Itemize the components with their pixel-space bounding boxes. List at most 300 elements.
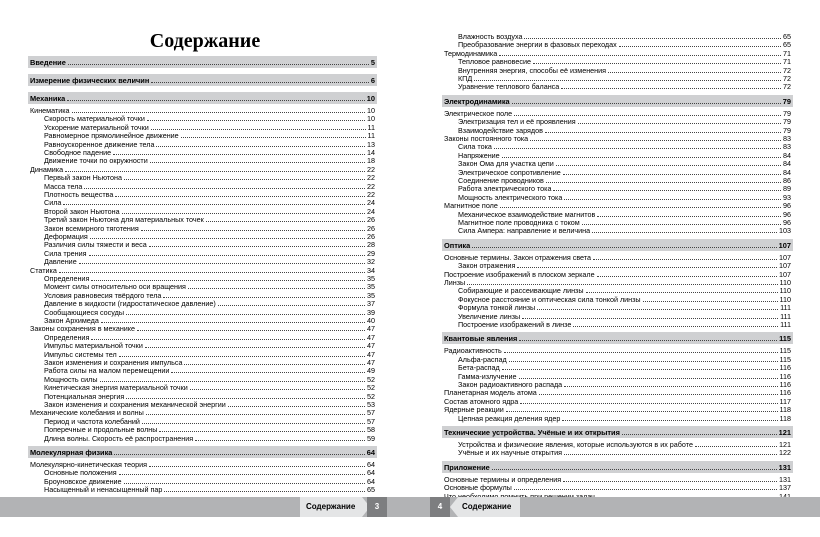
toc-entry-title: Магнитное поле проводника с током: [458, 218, 580, 227]
toc-entry-page: 14: [367, 148, 375, 157]
toc-entry-page: 117: [779, 396, 791, 406]
toc-entry-page: 47: [367, 349, 375, 359]
dot-leader: [608, 72, 781, 73]
toc-entry-title: Собирающие и рассеивающие линзы: [458, 286, 584, 296]
toc-entry-page: 52: [367, 391, 375, 401]
toc-entry-title: Электрическое сопротивление: [458, 167, 561, 177]
toc-entry-title: Влажность воздуха: [458, 32, 523, 41]
toc-entry-title: Основные термины и определения: [444, 474, 562, 484]
toc-entry-title: Гамма-излучение: [458, 371, 517, 381]
toc-entry-title: Первый закон Ньютона: [44, 173, 122, 183]
dot-leader: [89, 255, 365, 256]
dot-leader: [545, 132, 781, 133]
toc-entry-title: Импульс системы тел: [44, 349, 117, 359]
dot-leader: [188, 288, 365, 289]
toc-entry-page: 11: [367, 131, 375, 141]
toc-entry-page: 52: [367, 374, 375, 384]
dot-leader: [519, 340, 777, 341]
toc-entry-title: Закон Ома для участка цепи: [458, 159, 554, 169]
toc-entry[interactable]: [30, 94, 375, 103]
toc-entry-page: 32: [367, 257, 375, 267]
toc-entry-title: Мощность силы: [44, 374, 98, 384]
toc-entry-title: Третий закон Ньютона для материальных точек: [44, 215, 204, 225]
toc-entry-title: Закон радиоактивного распада: [458, 380, 563, 389]
dot-leader: [494, 148, 781, 149]
toc-entry-page: 107: [779, 269, 791, 279]
toc-entry-page: 83: [783, 142, 791, 152]
toc-entry[interactable]: [44, 485, 375, 494]
dot-leader: [695, 446, 777, 447]
dot-leader: [597, 276, 777, 277]
toc-entry-page: 131: [778, 462, 791, 472]
toc-entry-page: 18: [367, 156, 375, 166]
toc-entry[interactable]: [458, 226, 791, 235]
toc-entry-page: 79: [783, 117, 791, 127]
dot-leader: [573, 326, 778, 327]
toc-entry-title: Деформация: [44, 232, 88, 241]
toc-entry-page: 22: [367, 173, 375, 183]
dot-leader: [79, 263, 365, 264]
toc-entry-page: 72: [783, 82, 791, 92]
dot-leader: [546, 182, 781, 183]
toc-entry-page: 93: [783, 192, 791, 202]
toc-entry-page: 47: [367, 332, 375, 342]
toc-entry-title: Момент силы относительно оси вращения: [44, 282, 186, 292]
dot-leader: [597, 216, 781, 217]
toc-entry-title: Состав атомного ядра: [444, 396, 519, 406]
toc-entry-page: 115: [779, 346, 791, 356]
toc-entry-page: 111: [780, 311, 791, 321]
dot-leader: [499, 55, 781, 56]
dot-leader: [564, 454, 777, 455]
toc-entry-page: 96: [783, 209, 791, 219]
dot-leader: [502, 157, 781, 158]
toc-entry-page: 22: [367, 190, 375, 199]
toc-entry-title: Ускорение материальной точки: [44, 122, 149, 132]
toc-entry-title: Период и частота колебаний: [44, 416, 140, 426]
toc-entry-page: 79: [783, 108, 791, 118]
dot-leader: [539, 394, 778, 395]
page-title: Содержание: [149, 30, 261, 52]
dot-leader: [530, 140, 781, 141]
toc-entry-page: 40: [367, 316, 375, 325]
toc-entry[interactable]: [444, 334, 791, 343]
dot-leader: [506, 411, 778, 412]
toc-entry-title: Формула тонкой линзы: [458, 303, 536, 313]
toc-entry-title: Сила Ампера: направление и величина: [458, 226, 591, 236]
dot-leader: [84, 188, 365, 189]
toc-entry-page: 13: [367, 139, 375, 149]
toc-entry-title: Взаимодействие зарядов: [458, 125, 543, 135]
toc-entry-page: 10: [367, 114, 375, 124]
toc-entry-title: Броуновское движение: [44, 476, 122, 486]
toc-entry-page: 57: [367, 408, 375, 418]
toc-entry-page: 79: [782, 96, 791, 106]
dot-leader: [556, 165, 781, 166]
toc-entry-title: Ядерные реакции: [444, 405, 504, 415]
dot-leader: [474, 80, 781, 81]
toc-entry-title: Молекулярно-кинетическая теория: [30, 460, 148, 469]
toc-entry-page: 96: [783, 201, 791, 211]
toc-entry[interactable]: [30, 448, 375, 457]
dot-leader: [522, 318, 778, 319]
dot-leader: [514, 115, 781, 116]
dot-leader: [533, 63, 781, 64]
toc-entry-page: 115: [779, 354, 791, 364]
toc-entry-title: Основные формулы: [444, 483, 512, 493]
dot-leader: [593, 259, 777, 260]
dot-leader: [119, 356, 365, 357]
toc-entry-page: 6: [370, 76, 375, 85]
toc-entry-title: Механика: [30, 94, 66, 103]
dot-leader: [586, 292, 778, 293]
toc-entry-title: Введение: [30, 58, 66, 67]
toc-entry-title: Различия силы тяжести и веса: [44, 240, 147, 250]
toc-entry-title: Сила трения: [44, 248, 87, 258]
toc-entry-page: 47: [367, 341, 375, 351]
toc-entry-title: Закон всемирного тяготения: [44, 223, 139, 233]
toc-entry-title: Устройства и физические явления, которые используются в их работе: [458, 440, 693, 449]
toc-entry-page: 34: [367, 265, 375, 275]
toc-entry-title: Уравнение теплового баланса: [458, 82, 560, 92]
toc-entry-title: Движение точки по окружности: [44, 156, 148, 166]
dot-leader: [472, 247, 776, 248]
toc-entry-page: 65: [367, 485, 375, 495]
toc-entry-page: 111: [780, 303, 791, 313]
toc-entry-title: Закон изменения и сохранения механической энергии: [44, 400, 226, 409]
toc-entry-page: 115: [779, 334, 791, 344]
toc-entry-title: Потенциальная энергия: [44, 391, 125, 401]
toc-entry-page: 72: [783, 65, 791, 75]
toc-entry-page: 118: [779, 405, 791, 415]
toc-entry-page: 47: [367, 324, 375, 334]
toc-entry-page: 29: [367, 248, 375, 258]
toc-entry-page: 65: [783, 32, 791, 41]
dot-leader: [500, 207, 781, 208]
toc-entry-title: Мощность электрического тока: [458, 192, 563, 202]
toc-entry-title: Длина волны. Скорость её распространения: [44, 433, 194, 443]
dot-leader: [113, 154, 365, 155]
dot-leader: [146, 414, 365, 415]
toc-entry-title: Цепная реакция деления ядер: [458, 413, 561, 423]
toc-entry-page: 49: [367, 366, 375, 376]
dot-leader: [592, 232, 777, 233]
dot-leader: [63, 204, 365, 205]
toc-entry-title: Условия равновесия твёрдого тела: [44, 290, 162, 300]
toc-entry-page: 24: [367, 198, 375, 208]
dot-leader: [126, 314, 365, 315]
toc-entry-title: Закон Архимеда: [44, 316, 99, 325]
toc-entry[interactable]: [444, 241, 791, 250]
toc-entry-page: 37: [367, 299, 375, 309]
toc-entry-page: 64: [367, 460, 375, 469]
toc-entry-page: 26: [367, 215, 375, 225]
toc-entry-title: Работа силы на малом перемещении: [44, 366, 170, 376]
toc-entry-page: 64: [367, 476, 375, 486]
toc-entry-page: 96: [783, 218, 791, 227]
dot-leader: [67, 100, 365, 101]
toc-entry-page: 107: [778, 240, 791, 250]
toc-entry-page: 26: [367, 223, 375, 233]
page-number-left: 3: [367, 497, 387, 517]
toc-entry-title: Законы постоянного тока: [444, 134, 529, 143]
toc-entry-page: 79: [783, 125, 791, 135]
toc-entry-title: Свободное падение: [44, 148, 112, 157]
toc-entry[interactable]: [44, 434, 375, 443]
toc-entry-page: 24: [367, 206, 375, 216]
toc-entry-page: 122: [779, 448, 791, 458]
toc-entry-title: Измерение физических величин: [30, 76, 150, 85]
toc-entry-page: 107: [779, 261, 791, 271]
dot-leader: [147, 120, 365, 121]
toc-entry-title: Определения: [44, 332, 90, 342]
toc-entry-page: 26: [367, 232, 375, 241]
toc-entry-title: Кинематика: [30, 106, 70, 115]
toc-entry-title: Оптика: [444, 240, 471, 250]
toc-entry-title: Динамика: [30, 164, 64, 174]
toc-entry-title: Равноускоренное движение тела: [44, 139, 155, 149]
toc-entry-title: Плотность вещества: [44, 190, 114, 199]
toc-entry-title: Кинетическая энергия материальной точки: [44, 383, 188, 393]
toc-entry-title: Увеличение линзы: [458, 311, 521, 321]
toc-entry-title: Термодинамика: [444, 48, 498, 58]
toc-entry-page: 52: [367, 383, 375, 393]
toc-entry-title: Бета-распад: [458, 363, 500, 373]
dot-leader: [195, 440, 365, 441]
toc-entry-title: Основные термины. Закон отражения света: [444, 252, 592, 262]
toc-entry[interactable]: [30, 58, 375, 67]
toc-entry-page: 137: [779, 483, 791, 493]
toc-entry-page: 35: [367, 274, 375, 283]
dot-leader: [149, 466, 365, 467]
dot-leader: [101, 322, 365, 323]
toc-entry-page: 22: [367, 164, 375, 174]
toc-entry-title: Электрическое поле: [444, 108, 513, 118]
toc-entry[interactable]: [444, 428, 791, 437]
toc-entry-title: Давление: [44, 257, 77, 267]
dot-leader: [553, 190, 781, 191]
toc-entry-title: Электродинамика: [444, 96, 510, 106]
dot-leader: [171, 372, 365, 373]
dot-leader: [562, 420, 777, 421]
dot-leader: [206, 221, 365, 222]
toc-entry-title: Альфа-распад: [458, 354, 507, 364]
dot-leader: [561, 88, 781, 89]
dot-leader: [514, 489, 777, 490]
dot-leader: [190, 389, 365, 390]
toc-entry-page: 10: [367, 106, 375, 115]
toc-entry-page: 71: [783, 48, 791, 58]
toc-entry-title: Электризация тел и её проявления: [458, 117, 576, 127]
toc-entry-page: 10: [366, 94, 375, 103]
toc-entry-title: Построение изображений в плоском зеркале: [444, 269, 595, 279]
toc-entry-page: 72: [783, 74, 791, 83]
toc-entry-title: Механические колебания и волны: [30, 408, 144, 418]
dot-leader: [537, 309, 778, 310]
toc-entry-page: 116: [779, 380, 791, 389]
dot-leader: [72, 112, 365, 113]
dot-leader: [150, 162, 365, 163]
toc-entry-page: 84: [783, 150, 791, 160]
toc-entry-page: 131: [779, 474, 791, 484]
dot-leader: [114, 454, 364, 455]
dot-leader: [622, 434, 777, 435]
toc-entry-page: 84: [783, 167, 791, 177]
toc-entry[interactable]: [458, 414, 791, 423]
dot-leader: [504, 352, 778, 353]
toc-entry-title: Законы сохранения в механике: [30, 324, 136, 334]
toc-entry-title: Насыщенный и ненасыщенный пар: [44, 485, 163, 495]
toc-entry-page: 86: [783, 176, 791, 185]
dot-leader: [519, 378, 778, 379]
toc-entry-title: Импульс материальной точки: [44, 341, 143, 351]
toc-entry-title: Поперечные и продольные волны: [44, 425, 158, 435]
toc-entry[interactable]: [444, 97, 791, 106]
toc-entry-page: 110: [779, 278, 791, 287]
page-footer-bar: [0, 497, 820, 517]
toc-entry-page: 11: [367, 122, 375, 132]
toc-entry-page: 28: [367, 240, 375, 250]
toc-entry[interactable]: [458, 82, 791, 91]
toc-entry-title: Статика: [30, 265, 57, 275]
toc-entry-page: 22: [367, 181, 375, 191]
toc-entry-title: Приложение: [444, 462, 490, 472]
dot-leader: [156, 146, 365, 147]
dot-leader: [564, 199, 781, 200]
dot-leader: [492, 469, 777, 470]
toc-entry-page: 116: [779, 388, 791, 398]
toc-entry-page: 116: [779, 371, 791, 381]
toc-entry-title: Давление в жидкости (гидростатическое давление): [44, 299, 216, 309]
toc-entry[interactable]: [444, 463, 791, 472]
toc-entry-page: 58: [367, 425, 375, 435]
dot-leader: [90, 238, 365, 239]
dot-leader: [509, 361, 778, 362]
dot-leader: [141, 230, 365, 231]
dot-leader: [68, 64, 369, 65]
dot-leader: [512, 103, 781, 104]
dot-leader: [520, 403, 777, 404]
toc-entry-title: Скорость материальной точки: [44, 114, 145, 124]
dot-leader: [59, 272, 365, 273]
toc-entry-title: Сила: [44, 198, 62, 208]
dot-leader: [563, 174, 781, 175]
toc-entry-title: Соединение проводников: [458, 176, 544, 185]
dot-leader: [124, 483, 365, 484]
footer-label-left: Содержание: [306, 502, 356, 511]
toc-entry-page: 47: [367, 358, 375, 367]
dot-leader: [145, 347, 365, 348]
toc-entry-title: Основные положения: [44, 468, 117, 478]
dot-leader: [142, 423, 365, 424]
dot-leader: [163, 297, 365, 298]
dot-leader: [115, 196, 365, 197]
toc-entry-title: Квантовые явления: [444, 334, 518, 344]
toc-entry-page: 121: [779, 440, 791, 449]
dot-leader: [122, 213, 365, 214]
page-number-right: 4: [430, 497, 450, 517]
dot-leader: [228, 406, 365, 407]
toc-entry-page: 116: [779, 363, 791, 373]
toc-entry-page: 57: [367, 416, 375, 426]
toc-entry[interactable]: [458, 448, 791, 457]
dot-leader: [563, 481, 777, 482]
toc-entry-title: Молекулярная физика: [30, 448, 113, 457]
dot-leader: [151, 129, 366, 130]
toc-entry-title: Закон отражения: [458, 261, 516, 271]
dot-leader: [159, 431, 365, 432]
toc-entry-page: 110: [779, 294, 791, 304]
toc-entry-title: Планетарная модель атома: [444, 388, 537, 398]
toc-entry-title: Тепловое равновесие: [458, 57, 531, 67]
dot-leader: [517, 267, 777, 268]
toc-entry-title: Технические устройства. Учёные и их открытия: [444, 428, 620, 437]
dot-leader: [119, 474, 365, 475]
toc-entry-page: 107: [779, 252, 791, 262]
toc-entry-page: 35: [367, 290, 375, 300]
toc-entry-title: Второй закон Ньютона: [44, 206, 120, 216]
dot-leader: [100, 381, 365, 382]
toc-entry-page: 83: [783, 134, 791, 143]
footer-label-right: Содержание: [462, 502, 512, 511]
toc-entry-page: 35: [367, 282, 375, 292]
toc-entry-title: Сообщающиеся сосуды: [44, 307, 124, 317]
dot-leader: [149, 246, 365, 247]
toc-entry-title: Линзы: [444, 278, 466, 287]
dot-leader: [91, 280, 365, 281]
dot-leader: [126, 398, 365, 399]
toc-entry-title: Работа электрического тока: [458, 184, 552, 194]
dot-leader: [124, 179, 365, 180]
dot-leader: [524, 38, 781, 39]
dot-leader: [467, 284, 777, 285]
dot-leader: [619, 46, 781, 47]
toc-entry-title: Фокусное расстояние и оптическая сила тонкой линзы: [458, 294, 641, 304]
toc-entry-title: Закон изменения и сохранения импульса: [44, 358, 183, 367]
dot-leader: [91, 339, 365, 340]
toc-entry-title: Учёные и их научные открытия: [458, 448, 563, 458]
toc-entry-page: 65: [783, 40, 791, 50]
toc-entry-title: Механическое взаимодействие магнитов: [458, 209, 596, 219]
toc-entry-page: 5: [370, 58, 375, 67]
toc-entry-title: Преобразование энергии в фазовых переходах: [458, 40, 617, 50]
toc-entry-page: 118: [779, 413, 791, 423]
dot-leader: [65, 171, 365, 172]
toc-entry-page: 39: [367, 307, 375, 317]
toc-entry-page: 64: [367, 468, 375, 478]
toc-entry-title: Радиоактивность: [444, 346, 502, 356]
toc-entry-title: Масса тела: [44, 181, 83, 191]
dot-leader: [184, 364, 365, 365]
toc-entry[interactable]: [458, 320, 791, 329]
toc-entry-title: Напряжение: [458, 150, 500, 160]
dot-leader: [137, 330, 365, 331]
toc-entry[interactable]: [30, 76, 375, 85]
toc-entry-page: 110: [779, 286, 791, 296]
toc-entry-page: 59: [367, 433, 375, 443]
dot-leader: [151, 82, 369, 83]
toc-entry-title: Магнитное поле: [444, 201, 498, 211]
toc-entry-page: 84: [783, 159, 791, 169]
dot-leader: [502, 369, 778, 370]
toc-entry-title: Сила тока: [458, 142, 492, 152]
dot-leader: [181, 137, 366, 138]
toc-entry-title: Равномерное прямолинейное движение: [44, 131, 179, 141]
dot-leader: [643, 301, 778, 302]
toc-entry-page: 53: [367, 400, 375, 409]
dot-leader: [164, 491, 365, 492]
toc-entry-page: 121: [778, 428, 791, 437]
